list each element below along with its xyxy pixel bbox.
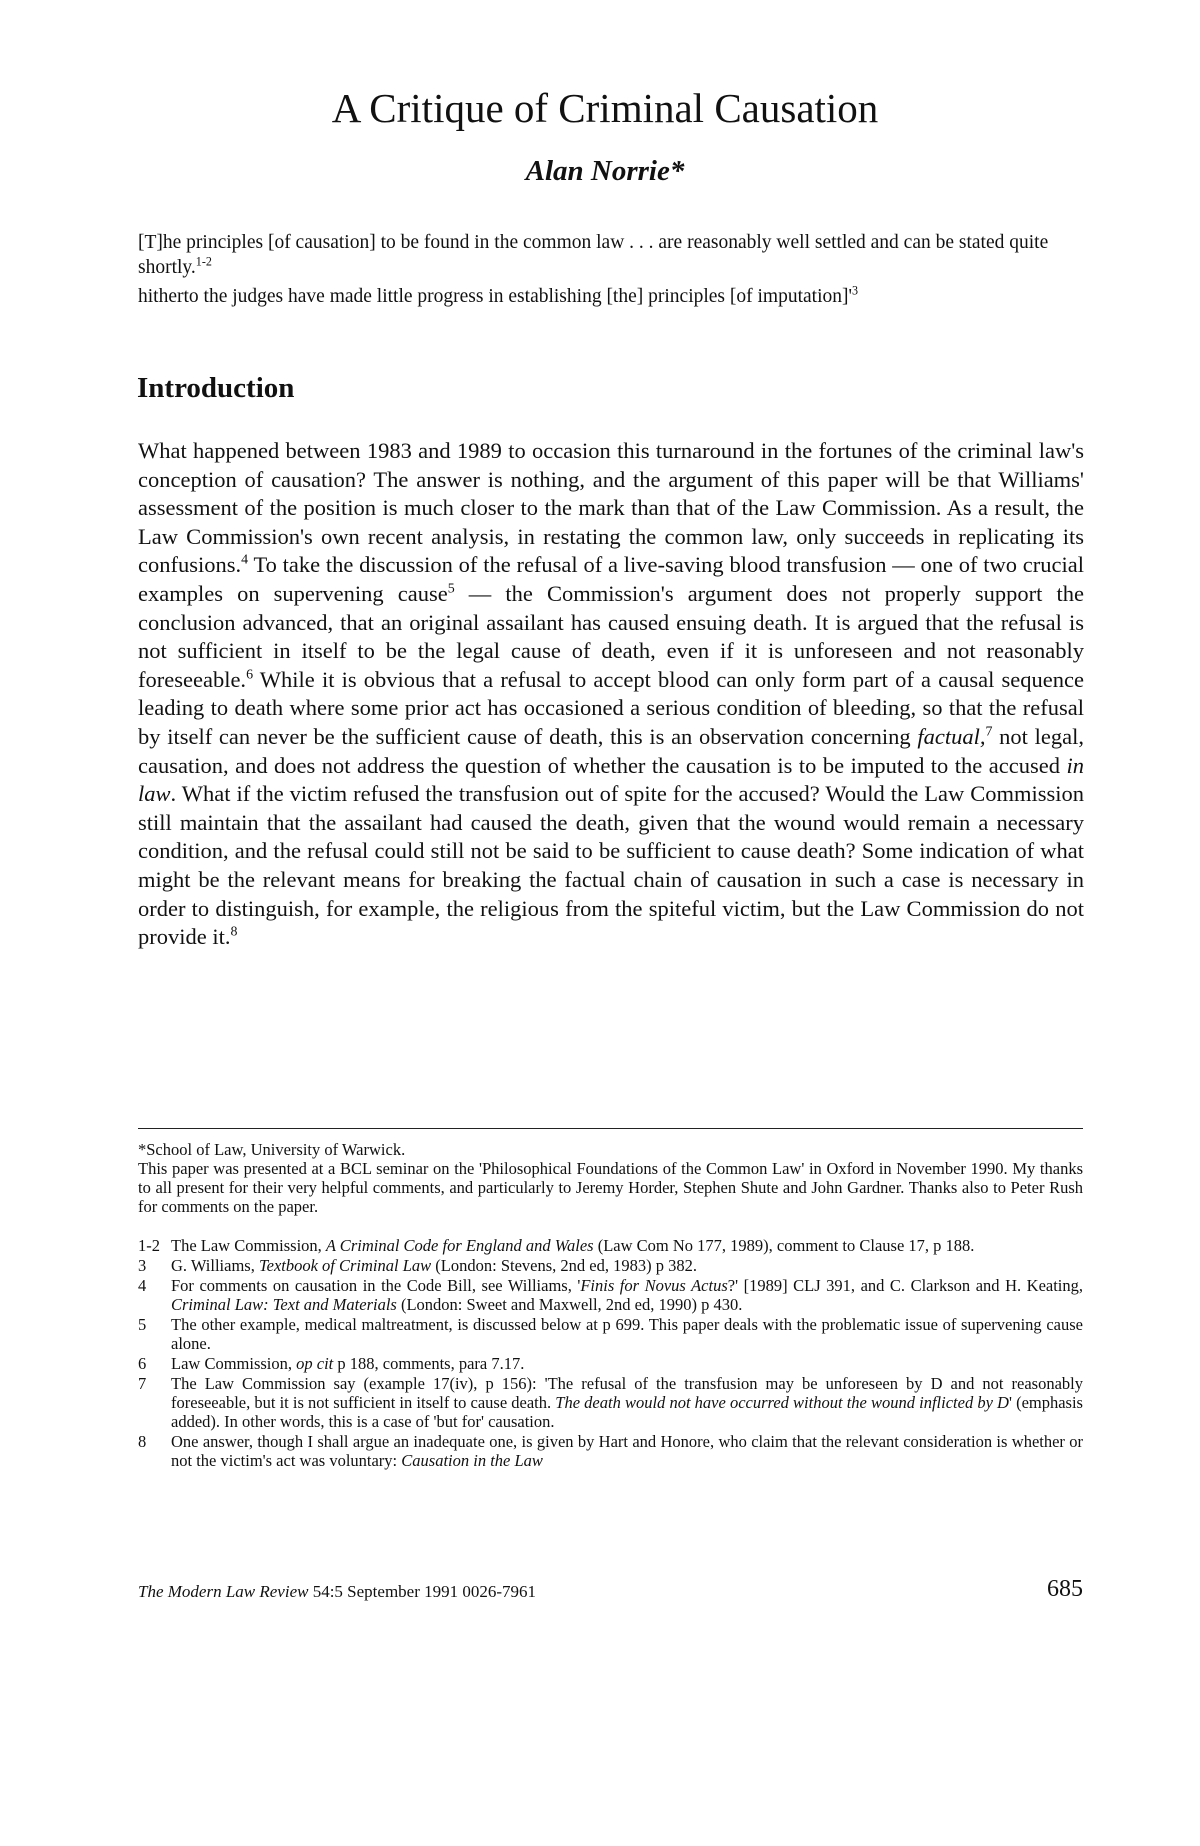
body-paragraph [138, 437, 1084, 952]
footnote-text: For comments on causation in the Code Bill, see Williams, 'Finis for Novus Actus?' [1989] CLJ 391, and C. Clarkson and H. Keating, Criminal Law: Text and Materials (London: Sweet and Maxwell, 2nd ed, 1990) p 430. [171, 1276, 1084, 1314]
footnote-text: The Law Commission say (example 17(iv), p 156): 'The refusal of the transfusion may be unforeseen by D and not reasonably foreseeable, but it is not sufficient in itself to cause death. The death would not have occurred without the wound inflicted by D' (emphasis added). In other words, this is a case of 'but for' causation. [171, 1374, 1083, 1431]
footnote-text: The Law Commission, A Criminal Code for England and Wales (Law Com No 177, 1989), comment to Clause 17, p 188. [171, 1236, 975, 1255]
footnote-ref-8[interactable]: 8 [230, 924, 238, 940]
epigraph-1-text: [T]he principles [of causation] to be found in the common law . . . are reasonably well settled and can be stated quite shortly. [138, 232, 1049, 278]
footnote-ref-5[interactable]: 5 [447, 581, 455, 597]
footnote-ref-4[interactable]: 4 [241, 552, 249, 568]
footnote-ref-7[interactable]: 7 [985, 724, 993, 740]
body-text-1: What happened between 1983 and 1989 to occasion this turnaround in the fortunes of the criminal law's conception of causation? The answer is nothing, and the argument of this paper will be that Williams' assessment of the position is much closer to the mark than that of the Law Commission. As a result, the Law Commission's own recent analysis, in restating the common law, only succeeds in replicating its confusions. [138, 438, 1084, 578]
body-text-5: not legal, causation, and does not address the question of whether the causation is to be imputed to the accused [138, 723, 1084, 778]
section-heading: Introduction [137, 372, 295, 404]
epigraph-1 [138, 230, 1083, 280]
body-text-4: While it is obvious that a refusal to accept blood can only form part of a causal sequence leading to death where some prior act has occasioned a serious condition of bleeding, so that the refusal by itself can never be the sufficient cause of death, this is an observation concerning [138, 666, 1084, 749]
affiliation-note: This paper was presented at a BCL seminar on the 'Philosophical Foundations of the Common Law' in Oxford in November 1990. My thanks to all present for their very helpful comments, and particularly to Jeremy Horder, Stephen Shute and John Gardner. Thanks also to Peter Rush for comments on the paper. [138, 1159, 1083, 1216]
footnote-number: 6 [138, 1354, 147, 1373]
footnotes-list [138, 1236, 1083, 1471]
epigraph-2-ref[interactable]: 3 [852, 283, 859, 298]
body-text-2: To take the discussion of the refusal of a live-saving blood transfusion — one of two crucial examples on supervening cause [138, 552, 1084, 606]
footnote-number: 8 [138, 1432, 147, 1451]
page-number: 685 [1047, 1576, 1083, 1602]
footnote-text: G. Williams, Textbook of Criminal Law (London: Stevens, 2nd ed, 1983) p 382. [171, 1256, 697, 1275]
body-text-3: — the Commission's argument does not properly support the conclusion advanced, that an original assailant has caused ensuing death. It is argued that the refusal is not sufficient in itself to be the legal cause of death, even if it is unforeseen and not reasonably foreseeable. [138, 580, 1084, 692]
author-affiliation [138, 1140, 1083, 1216]
footnote-number: 5 [138, 1315, 147, 1334]
footnote [138, 1354, 1083, 1373]
footnote-number: 7 [138, 1374, 147, 1393]
epigraph-1-ref[interactable]: 1-2 [195, 254, 212, 269]
footnote-number: 1-2 [138, 1236, 160, 1255]
journal-name: The Modern Law Review [138, 1582, 309, 1601]
footnote [138, 1236, 1083, 1255]
epigraph-2-text: hitherto the judges have made little progress in establishing [the] principles [of imputation]' [138, 286, 853, 307]
footnote [138, 1432, 1083, 1470]
article-author: Alan Norrie* [525, 155, 685, 187]
article-title: A Critique of Criminal Causation [331, 85, 879, 131]
footnote [138, 1256, 1083, 1275]
emphasis-factual: factual, [917, 723, 986, 749]
footnote-text: Law Commission, op cit p 188, comments, para 7.17. [171, 1354, 525, 1373]
footnote-text: One answer, though I shall argue an inadequate one, is given by Hart and Honore, who claim that the relevant consideration is whether or not the victim's act was voluntary: Causation in the Law [171, 1432, 1083, 1470]
footnote [138, 1276, 1083, 1314]
emphasis-in-law: in law [138, 752, 1084, 807]
footnote-number: 4 [138, 1276, 147, 1295]
footnote-divider [138, 1128, 1083, 1129]
footnote [138, 1315, 1083, 1353]
epigraph-2 [138, 284, 1083, 309]
footnote [138, 1374, 1083, 1431]
footnote-text: The other example, medical maltreatment, is discussed below at p 699. This paper deals with the problematic issue of supervening cause alone. [171, 1315, 1083, 1353]
affiliation-school: *School of Law, University of Warwick. [138, 1140, 406, 1159]
body-text-6: . What if the victim refused the transfusion out of spite for the accused? Would the Law Commission still maintain that the assailant had caused the death, given that the wound would remain a necessary condition, and the refusal could still not be said to be sufficient to cause death? Some indication of what might be the relevant means for breaking the factual chain of causation in such a case is necessary in order to distinguish, for example, the religious from the spiteful victim, but the Law Commission do not provide it. [138, 781, 1084, 950]
footer-citation [138, 1582, 536, 1602]
journal-issue: 54:5 September 1991 0026-7961 [308, 1582, 537, 1601]
footnote-ref-6[interactable]: 6 [246, 667, 254, 683]
footnote-number: 3 [138, 1256, 147, 1275]
